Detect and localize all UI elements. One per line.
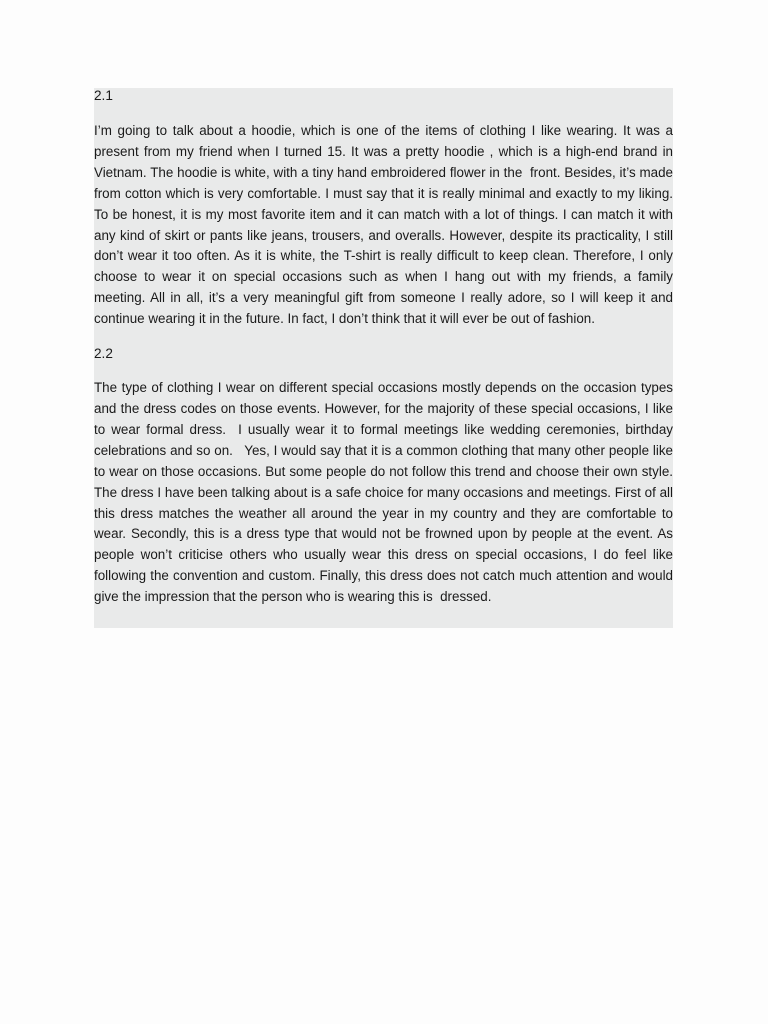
section-heading-2-2: 2.2	[94, 346, 113, 362]
section-heading-2-1: 2.1	[94, 88, 113, 103]
section-paragraph-2-2: The type of clothing I wear on different special occasions mostly depends on the occasion types and the dress codes on those events. However, for the majority of these special occasions, I like to wear formal dress. I usually wear it to formal meetings like wedding ceremonies, birthday celebrations and so on. Yes, I would say that it is a common clothing that many other people like to wear on those occasions. But some people do not follow this trend and choose their own style. The dress I have been talking about is a safe choice for many occasions and meetings. First of all this dress matches the weather all around the year in my country and they are comfortable to wear. Secondly, this is a dress type that would not be frowned upon by people at the event. As people won’t criticise others who usually wear this dress on special occasions, I do feel like following the convention and custom. Finally, this dress does not catch much attention and would give the impression that the person who is wearing this is dressed.	[94, 380, 677, 605]
document-body	[94, 86, 677, 608]
section-paragraph-2-1: I’m going to talk about a hoodie, which is one of the items of clothing I like wearing. It was a present from my friend when I turned 15. It was a pretty hoodie , which is a high-end brand in Vietnam. The hoodie is white, with a tiny hand embroidered flower in the front. Besides, it’s made from cotton which is very comfortable. I must say that it is really minimal and exactly to my liking. To be honest, it is my most favorite item and it can match with a lot of things. I can match it with any kind of skirt or pants like jeans, trousers, and overalls. However, despite its practicality, I still don’t wear it too often. As it is white, the T-shirt is really difficult to keep clean. Therefore, I only choose to wear it on special occasions such as when I hang out with my friends, a family meeting. All in all, it’s a very meaningful gift from someone I really adore, so I will keep it and continue wearing it in the future. In fact, I don’t think that it will ever be out of fashion.	[94, 123, 677, 327]
